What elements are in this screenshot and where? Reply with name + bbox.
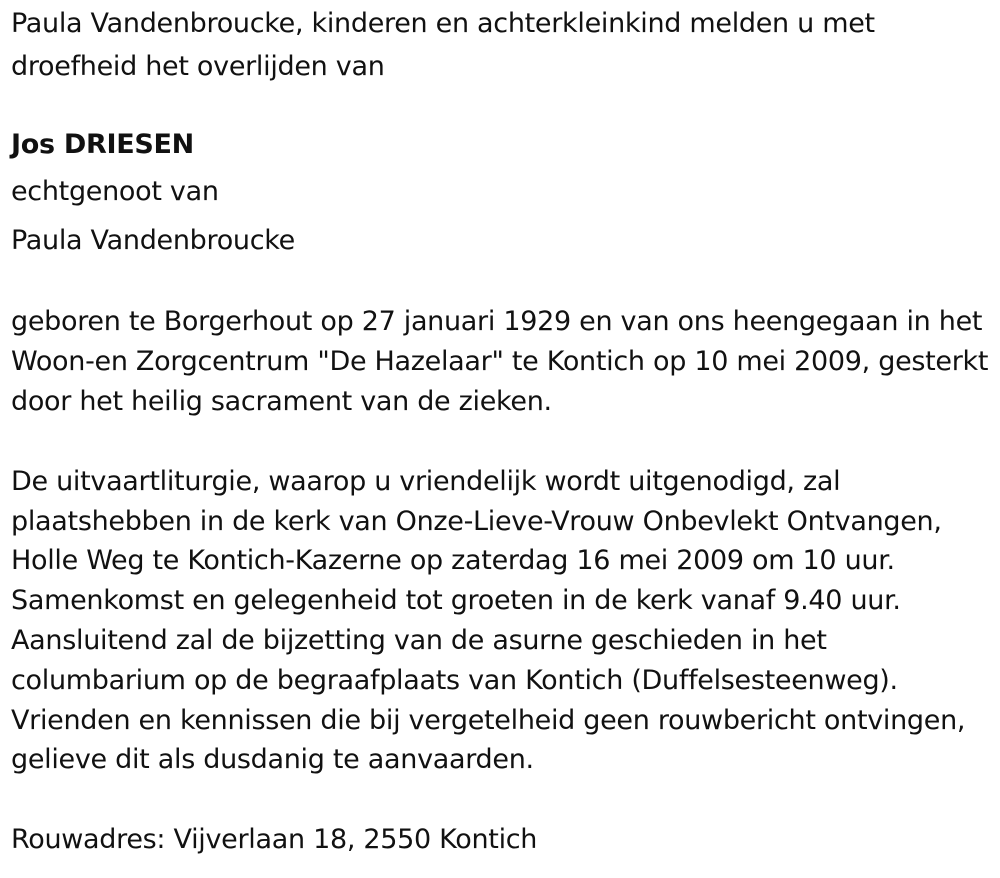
funeral-line-1: De uitvaartliturgie, waarop u vriendelijk wordt uitgenodigd, zal <box>11 466 841 497</box>
funeral-line-8: gelieve dit als dusdanig te aanvaarden. <box>11 744 534 775</box>
funeral-line-5: Aansluitend zal de bijzetting van de asurne geschieden in het <box>11 625 827 656</box>
intro-line-1: Paula Vandenbroucke, kinderen en achterkleinkind melden u met <box>11 8 875 39</box>
funeral-line-3: Holle Weg te Kontich-Kazerne op zaterdag 16 mei 2009 om 10 uur. <box>11 545 895 576</box>
deceased-name: Jos DRIESEN <box>11 129 194 160</box>
birth-death-line-3: door het heilig sacrament van de zieken. <box>11 386 552 417</box>
relation-line-2: Paula Vandenbroucke <box>11 225 295 256</box>
birth-death-line-1: geboren te Borgerhout op 27 januari 1929 en van ons heengegaan in het <box>11 306 983 337</box>
funeral-line-2: plaatshebben in de kerk van Onze-Lieve-Vrouw Onbevlekt Ontvangen, <box>11 506 942 537</box>
relation-line-1: echtgenoot van <box>11 176 219 207</box>
birth-death-line-2: Woon-en Zorgcentrum "De Hazelaar" te Kontich op 10 mei 2009, gesterkt <box>11 346 989 377</box>
intro-line-2: droefheid het overlijden van <box>11 51 385 82</box>
funeral-line-7: Vrienden en kennissen die bij vergetelheid geen rouwbericht ontvingen, <box>11 705 966 736</box>
funeral-line-6: columbarium op de begraafplaats van Kontich (Duffelsesteenweg). <box>11 665 898 696</box>
mourning-address: Rouwadres: Vijverlaan 18, 2550 Kontich <box>11 824 538 855</box>
funeral-line-4: Samenkomst en gelegenheid tot groeten in de kerk vanaf 9.40 uur. <box>11 585 901 616</box>
